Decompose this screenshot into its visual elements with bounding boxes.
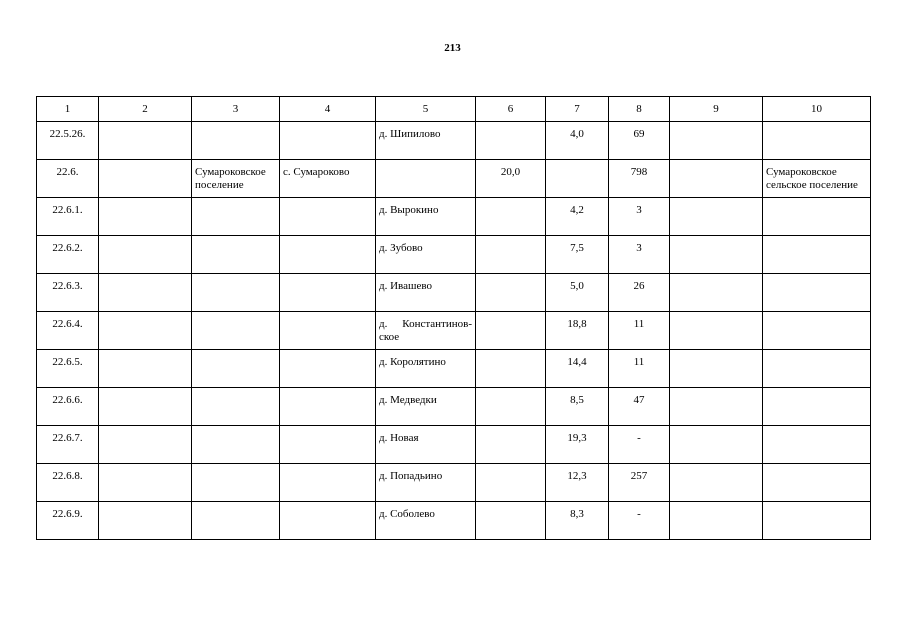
row-number-cell: 22.6.7. <box>37 426 99 464</box>
col2-cell <box>99 236 192 274</box>
row-number-cell: 22.6.1. <box>37 198 99 236</box>
admin-center-cell <box>280 350 376 388</box>
table-row <box>37 350 871 388</box>
col9-cell <box>670 350 763 388</box>
row-number-cell: 22.6.2. <box>37 236 99 274</box>
admin-center-cell <box>280 502 376 540</box>
col6-cell <box>476 122 546 160</box>
admin-center-cell <box>280 312 376 350</box>
col10-cell <box>763 426 871 464</box>
settlement-cell: д. Попадьино <box>376 464 476 502</box>
column-header: 4 <box>280 97 376 122</box>
population-cell: 11 <box>609 312 670 350</box>
table-row <box>37 312 871 350</box>
municipality-cell <box>192 122 280 160</box>
municipality-cell <box>192 426 280 464</box>
population-cell: 257 <box>609 464 670 502</box>
col9-cell <box>670 236 763 274</box>
distance-cell: 19,3 <box>546 426 609 464</box>
table-row <box>37 502 871 540</box>
col6-cell <box>476 350 546 388</box>
col6-cell: 20,0 <box>476 160 546 198</box>
row-number-cell: 22.5.26. <box>37 122 99 160</box>
column-header: 7 <box>546 97 609 122</box>
column-header: 8 <box>609 97 670 122</box>
admin-center-cell: с. Сумароково <box>280 160 376 198</box>
row-number-cell: 22.6.4. <box>37 312 99 350</box>
distance-cell: 8,3 <box>546 502 609 540</box>
settlement-cell: д. Королятино <box>376 350 476 388</box>
column-header: 3 <box>192 97 280 122</box>
col10-cell: Сумароковское сельское поселение <box>763 160 871 198</box>
col2-cell <box>99 502 192 540</box>
admin-center-cell <box>280 426 376 464</box>
col9-cell <box>670 426 763 464</box>
municipality-cell <box>192 502 280 540</box>
col6-cell <box>476 502 546 540</box>
row-number-cell: 22.6.9. <box>37 502 99 540</box>
col2-cell <box>99 198 192 236</box>
col10-cell <box>763 236 871 274</box>
row-number-cell: 22.6.8. <box>37 464 99 502</box>
col9-cell <box>670 122 763 160</box>
table-row <box>37 198 871 236</box>
admin-center-cell <box>280 122 376 160</box>
col6-cell <box>476 274 546 312</box>
table-row <box>37 426 871 464</box>
table-row <box>37 274 871 312</box>
col2-cell <box>99 312 192 350</box>
col2-cell <box>99 464 192 502</box>
col10-cell <box>763 502 871 540</box>
settlement-cell: д. Медведки <box>376 388 476 426</box>
col2-cell <box>99 274 192 312</box>
municipality-cell <box>192 388 280 426</box>
col6-cell <box>476 312 546 350</box>
settlement-cell: д. Зубово <box>376 236 476 274</box>
col2-cell <box>99 160 192 198</box>
col2-cell <box>99 388 192 426</box>
population-cell: 3 <box>609 236 670 274</box>
col10-cell <box>763 350 871 388</box>
column-header: 5 <box>376 97 476 122</box>
population-cell: 11 <box>609 350 670 388</box>
col10-cell <box>763 312 871 350</box>
settlement-cell: д. Шипилово <box>376 122 476 160</box>
col2-cell <box>99 350 192 388</box>
municipality-cell <box>192 312 280 350</box>
col6-cell <box>476 388 546 426</box>
col2-cell <box>99 122 192 160</box>
population-cell: 26 <box>609 274 670 312</box>
distance-cell: 18,8 <box>546 312 609 350</box>
admin-center-cell <box>280 198 376 236</box>
population-cell: 47 <box>609 388 670 426</box>
col10-cell <box>763 274 871 312</box>
population-cell: - <box>609 426 670 464</box>
distance-cell: 8,5 <box>546 388 609 426</box>
col10-cell <box>763 464 871 502</box>
distance-cell: 5,0 <box>546 274 609 312</box>
column-header: 10 <box>763 97 871 122</box>
col6-cell <box>476 426 546 464</box>
table-row <box>37 464 871 502</box>
distance-cell: 14,4 <box>546 350 609 388</box>
col6-cell <box>476 236 546 274</box>
col9-cell <box>670 198 763 236</box>
municipality-cell <box>192 464 280 502</box>
population-cell: 3 <box>609 198 670 236</box>
table-row <box>37 236 871 274</box>
settlement-cell <box>376 160 476 198</box>
municipality-cell <box>192 274 280 312</box>
municipality-cell <box>192 236 280 274</box>
col10-cell <box>763 198 871 236</box>
table-body <box>37 122 871 540</box>
row-number-cell: 22.6.5. <box>37 350 99 388</box>
settlement-cell: д. Ивашево <box>376 274 476 312</box>
column-header: 6 <box>476 97 546 122</box>
table-row <box>37 122 871 160</box>
col9-cell <box>670 464 763 502</box>
row-number-cell: 22.6.3. <box>37 274 99 312</box>
municipality-cell: Сумароковское поселение <box>192 160 280 198</box>
col9-cell <box>670 388 763 426</box>
settlement-cell: д. Константинов-ское <box>376 312 476 350</box>
table-row <box>37 388 871 426</box>
distance-cell <box>546 160 609 198</box>
distance-cell: 7,5 <box>546 236 609 274</box>
col10-cell <box>763 122 871 160</box>
distance-cell: 4,0 <box>546 122 609 160</box>
header-row <box>37 97 871 122</box>
column-header: 2 <box>99 97 192 122</box>
row-number-cell: 22.6.6. <box>37 388 99 426</box>
settlement-cell: д. Новая <box>376 426 476 464</box>
col10-cell <box>763 388 871 426</box>
col2-cell <box>99 426 192 464</box>
row-number-cell: 22.6. <box>37 160 99 198</box>
col9-cell <box>670 160 763 198</box>
admin-center-cell <box>280 464 376 502</box>
admin-center-cell <box>280 236 376 274</box>
col9-cell <box>670 312 763 350</box>
municipality-cell <box>192 198 280 236</box>
col6-cell <box>476 464 546 502</box>
page-number: 213 <box>444 42 461 54</box>
col9-cell <box>670 502 763 540</box>
population-cell: 69 <box>609 122 670 160</box>
distance-cell: 12,3 <box>546 464 609 502</box>
population-cell: 798 <box>609 160 670 198</box>
table-row <box>37 160 871 198</box>
admin-center-cell <box>280 274 376 312</box>
column-header: 9 <box>670 97 763 122</box>
col9-cell <box>670 274 763 312</box>
municipality-cell <box>192 350 280 388</box>
distance-cell: 4,2 <box>546 198 609 236</box>
col6-cell <box>476 198 546 236</box>
settlement-cell: д. Вырокино <box>376 198 476 236</box>
admin-center-cell <box>280 388 376 426</box>
population-cell: - <box>609 502 670 540</box>
settlement-cell: д. Соболево <box>376 502 476 540</box>
data-table <box>36 96 871 540</box>
column-header: 1 <box>37 97 99 122</box>
